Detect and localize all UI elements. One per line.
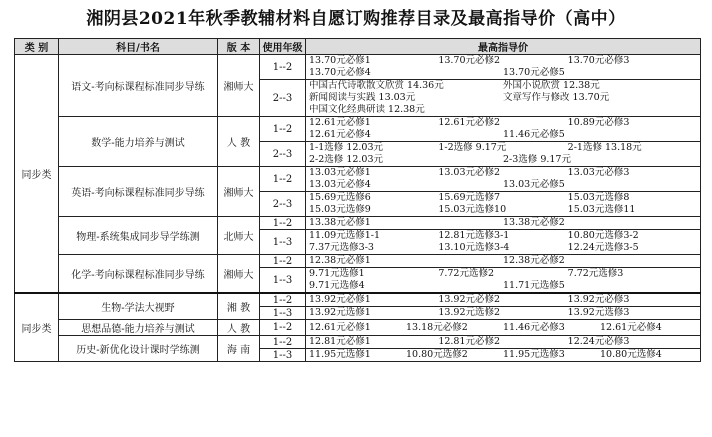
price-cell	[306, 117, 701, 142]
book-name-cell: 英语-考向标课程标准同步导练	[59, 167, 218, 217]
book-name-cell: 物理-系统集成同步导学练测	[59, 217, 218, 255]
price-cell	[306, 349, 701, 362]
price-cell	[306, 80, 701, 117]
price-line	[309, 294, 697, 306]
price-item: 12.61元必修4	[309, 129, 371, 140]
price-line	[309, 349, 697, 361]
price-item: 13.03元必修2	[438, 167, 501, 178]
book-name-cell: 数学-能力培养与测试	[59, 117, 218, 167]
price-item: 12.38元必修2	[503, 255, 565, 266]
price-line	[309, 142, 697, 154]
table-row	[15, 167, 701, 192]
category-cell: 同步类	[15, 55, 59, 294]
grade-cell: 1--2	[260, 320, 306, 336]
price-cell	[306, 192, 701, 217]
price-item: 15.69元选修6	[309, 192, 371, 203]
price-item: 13.92元选修2	[438, 307, 501, 318]
price-item: 13.18元必修2	[406, 321, 468, 333]
price-line	[309, 92, 697, 104]
price-item: 新闻阅读与实践 13.03元	[309, 92, 416, 103]
price-item: 12.81元选修3-1	[438, 230, 510, 241]
header-grade: 使用年级	[260, 39, 306, 55]
price-line	[309, 204, 697, 216]
grade-cell: 1--3	[260, 230, 306, 255]
price-item: 9.71元选修1	[309, 268, 365, 279]
price-item: 13.92元选修1	[309, 307, 371, 318]
price-item: 15.03元选修9	[309, 204, 371, 215]
header-price: 最高指导价	[306, 39, 701, 55]
table-row	[15, 117, 701, 142]
grade-cell: 1--3	[260, 307, 306, 320]
price-item: 10.80元选修4	[600, 349, 662, 360]
price-item: 外国小说欣赏 12.38元	[503, 80, 600, 91]
price-cell	[306, 217, 701, 230]
price-cell	[306, 268, 701, 294]
price-item: 11.46元必修3	[503, 321, 565, 333]
price-item: 10.80元选修3-2	[567, 230, 639, 241]
table-row	[15, 320, 701, 336]
grade-cell: 1--2	[260, 293, 306, 307]
price-item: 12.61元必修2	[438, 117, 501, 128]
price-item: 13.92元必修3	[567, 294, 630, 305]
header-publisher: 版 本	[218, 39, 260, 55]
price-cell	[306, 255, 701, 268]
price-line	[309, 104, 697, 116]
price-item: 1-2选修 9.17元	[438, 142, 507, 153]
table-header-row	[15, 39, 701, 55]
publisher-cell: 湘 教	[218, 293, 260, 320]
price-cell	[306, 320, 701, 336]
price-item: 12.81元必修2	[438, 336, 501, 347]
table-row	[15, 336, 701, 349]
price-cell	[306, 336, 701, 349]
publisher-cell: 北师大	[218, 217, 260, 255]
price-item: 13.92元必修1	[309, 294, 371, 305]
grade-cell: 2--3	[260, 192, 306, 217]
price-line	[309, 67, 697, 79]
price-line	[309, 336, 697, 348]
price-item: 9.71元选修4	[309, 280, 365, 291]
price-item: 12.61元必修1	[309, 117, 371, 128]
price-item: 13.10元选修3-4	[438, 242, 510, 253]
price-line	[309, 192, 697, 204]
price-item: 7.37元选修3-3	[309, 242, 374, 253]
price-item: 13.38元必修1	[309, 217, 371, 228]
grade-cell: 1--2	[260, 255, 306, 268]
price-item: 11.71元选修5	[503, 280, 565, 291]
publisher-cell: 湘师大	[218, 55, 260, 117]
grade-cell: 1--3	[260, 349, 306, 362]
price-item: 13.92元选修3	[567, 307, 630, 318]
grade-cell: 1--2	[260, 117, 306, 142]
price-item: 2-1选修 13.18元	[567, 142, 642, 153]
price-item: 10.80元选修2	[406, 349, 468, 360]
price-line	[309, 55, 697, 67]
grade-cell: 1--3	[260, 268, 306, 294]
price-item: 12.24元选修3-5	[567, 242, 639, 253]
grade-cell: 2--3	[260, 142, 306, 167]
header-category: 类 别	[15, 39, 59, 55]
table-row	[15, 293, 701, 307]
table-row	[15, 55, 701, 80]
price-item: 2-2选修 12.03元	[309, 154, 384, 165]
price-line	[309, 268, 697, 280]
price-item: 13.70元必修5	[503, 67, 565, 78]
price-line	[309, 230, 697, 242]
price-line	[309, 217, 697, 229]
price-item: 11.95元选修1	[309, 349, 371, 360]
price-item: 13.03元必修3	[567, 167, 630, 178]
book-name-cell: 生物-学法大视野	[59, 293, 218, 320]
publisher-cell: 人 教	[218, 320, 260, 336]
price-item: 13.70元必修1	[309, 55, 371, 66]
price-item: 11.46元必修5	[503, 129, 565, 140]
book-name-cell: 语文-考向标课程标准同步导练	[59, 55, 218, 117]
grade-cell: 1--2	[260, 55, 306, 80]
price-item: 13.03元必修1	[309, 167, 371, 178]
book-name-cell: 思想品德-能力培养与测试	[59, 320, 218, 336]
price-item: 2-3选修 9.17元	[503, 154, 571, 165]
price-item: 中国文化经典研读 12.38元	[309, 104, 425, 115]
price-item: 13.03元必修4	[309, 179, 371, 190]
price-cell	[306, 293, 701, 307]
grade-cell: 1--2	[260, 167, 306, 192]
price-item: 15.69元选修7	[438, 192, 501, 203]
grade-cell: 1--2	[260, 217, 306, 230]
price-item: 10.89元必修3	[567, 117, 630, 128]
price-item: 13.03元必修5	[503, 179, 565, 190]
price-item: 15.03元选修10	[438, 204, 507, 215]
price-item: 13.70元必修3	[567, 55, 630, 66]
price-line	[309, 255, 697, 267]
price-item: 文章写作与修改 13.70元	[503, 92, 610, 103]
price-cell	[306, 167, 701, 192]
price-item: 12.24元必修3	[567, 336, 630, 347]
price-item: 中国古代诗歌散文欣赏 14.36元	[309, 80, 444, 91]
header-book: 科目/书名	[59, 39, 218, 55]
publisher-cell: 湘师大	[218, 255, 260, 294]
price-table	[14, 38, 701, 362]
table-body	[15, 55, 701, 362]
price-line	[309, 154, 697, 166]
price-item: 13.70元必修4	[309, 67, 371, 78]
price-line	[309, 307, 697, 319]
table-row	[15, 217, 701, 230]
price-item: 15.03元选修8	[567, 192, 630, 203]
price-item: 7.72元选修3	[567, 268, 624, 279]
grade-cell: 2--3	[260, 80, 306, 117]
price-line	[309, 179, 697, 191]
page-title: 湘阴县2021年秋季教辅材料自愿订购推荐目录及最高指导价（高中）	[86, 9, 626, 29]
price-item: 13.38元必修2	[503, 217, 565, 228]
price-line	[309, 117, 697, 129]
table-row	[15, 255, 701, 268]
price-item: 12.61元必修1	[309, 321, 371, 333]
price-line	[309, 80, 697, 92]
publisher-cell: 人 教	[218, 117, 260, 167]
price-cell	[306, 142, 701, 167]
price-item: 12.81元必修1	[309, 336, 371, 347]
price-item: 13.92元必修2	[438, 294, 501, 305]
book-name-cell: 化学-考向标课程标准同步导练	[59, 255, 218, 294]
price-item: 1-1选修 12.03元	[309, 142, 384, 153]
price-line	[309, 167, 697, 179]
price-cell	[306, 307, 701, 320]
price-item: 11.95元选修3	[503, 349, 565, 360]
price-cell	[306, 230, 701, 255]
grade-cell: 1--2	[260, 336, 306, 349]
price-line	[309, 322, 697, 334]
price-item: 7.72元选修2	[438, 268, 495, 279]
price-cell	[306, 55, 701, 80]
price-line	[309, 242, 697, 254]
price-item: 15.03元选修11	[567, 204, 636, 215]
price-item: 12.38元必修1	[309, 255, 371, 266]
publisher-cell: 湘师大	[218, 167, 260, 217]
price-line	[309, 280, 697, 292]
price-item: 11.09元选修1-1	[309, 230, 380, 241]
category-cell: 同步类	[15, 293, 59, 362]
price-item: 13.70元必修2	[438, 55, 501, 66]
price-item: 12.61元必修4	[600, 321, 662, 333]
publisher-cell: 海 南	[218, 336, 260, 362]
price-line	[309, 129, 697, 141]
book-name-cell: 历史-新优化设计课时学练测	[59, 336, 218, 362]
